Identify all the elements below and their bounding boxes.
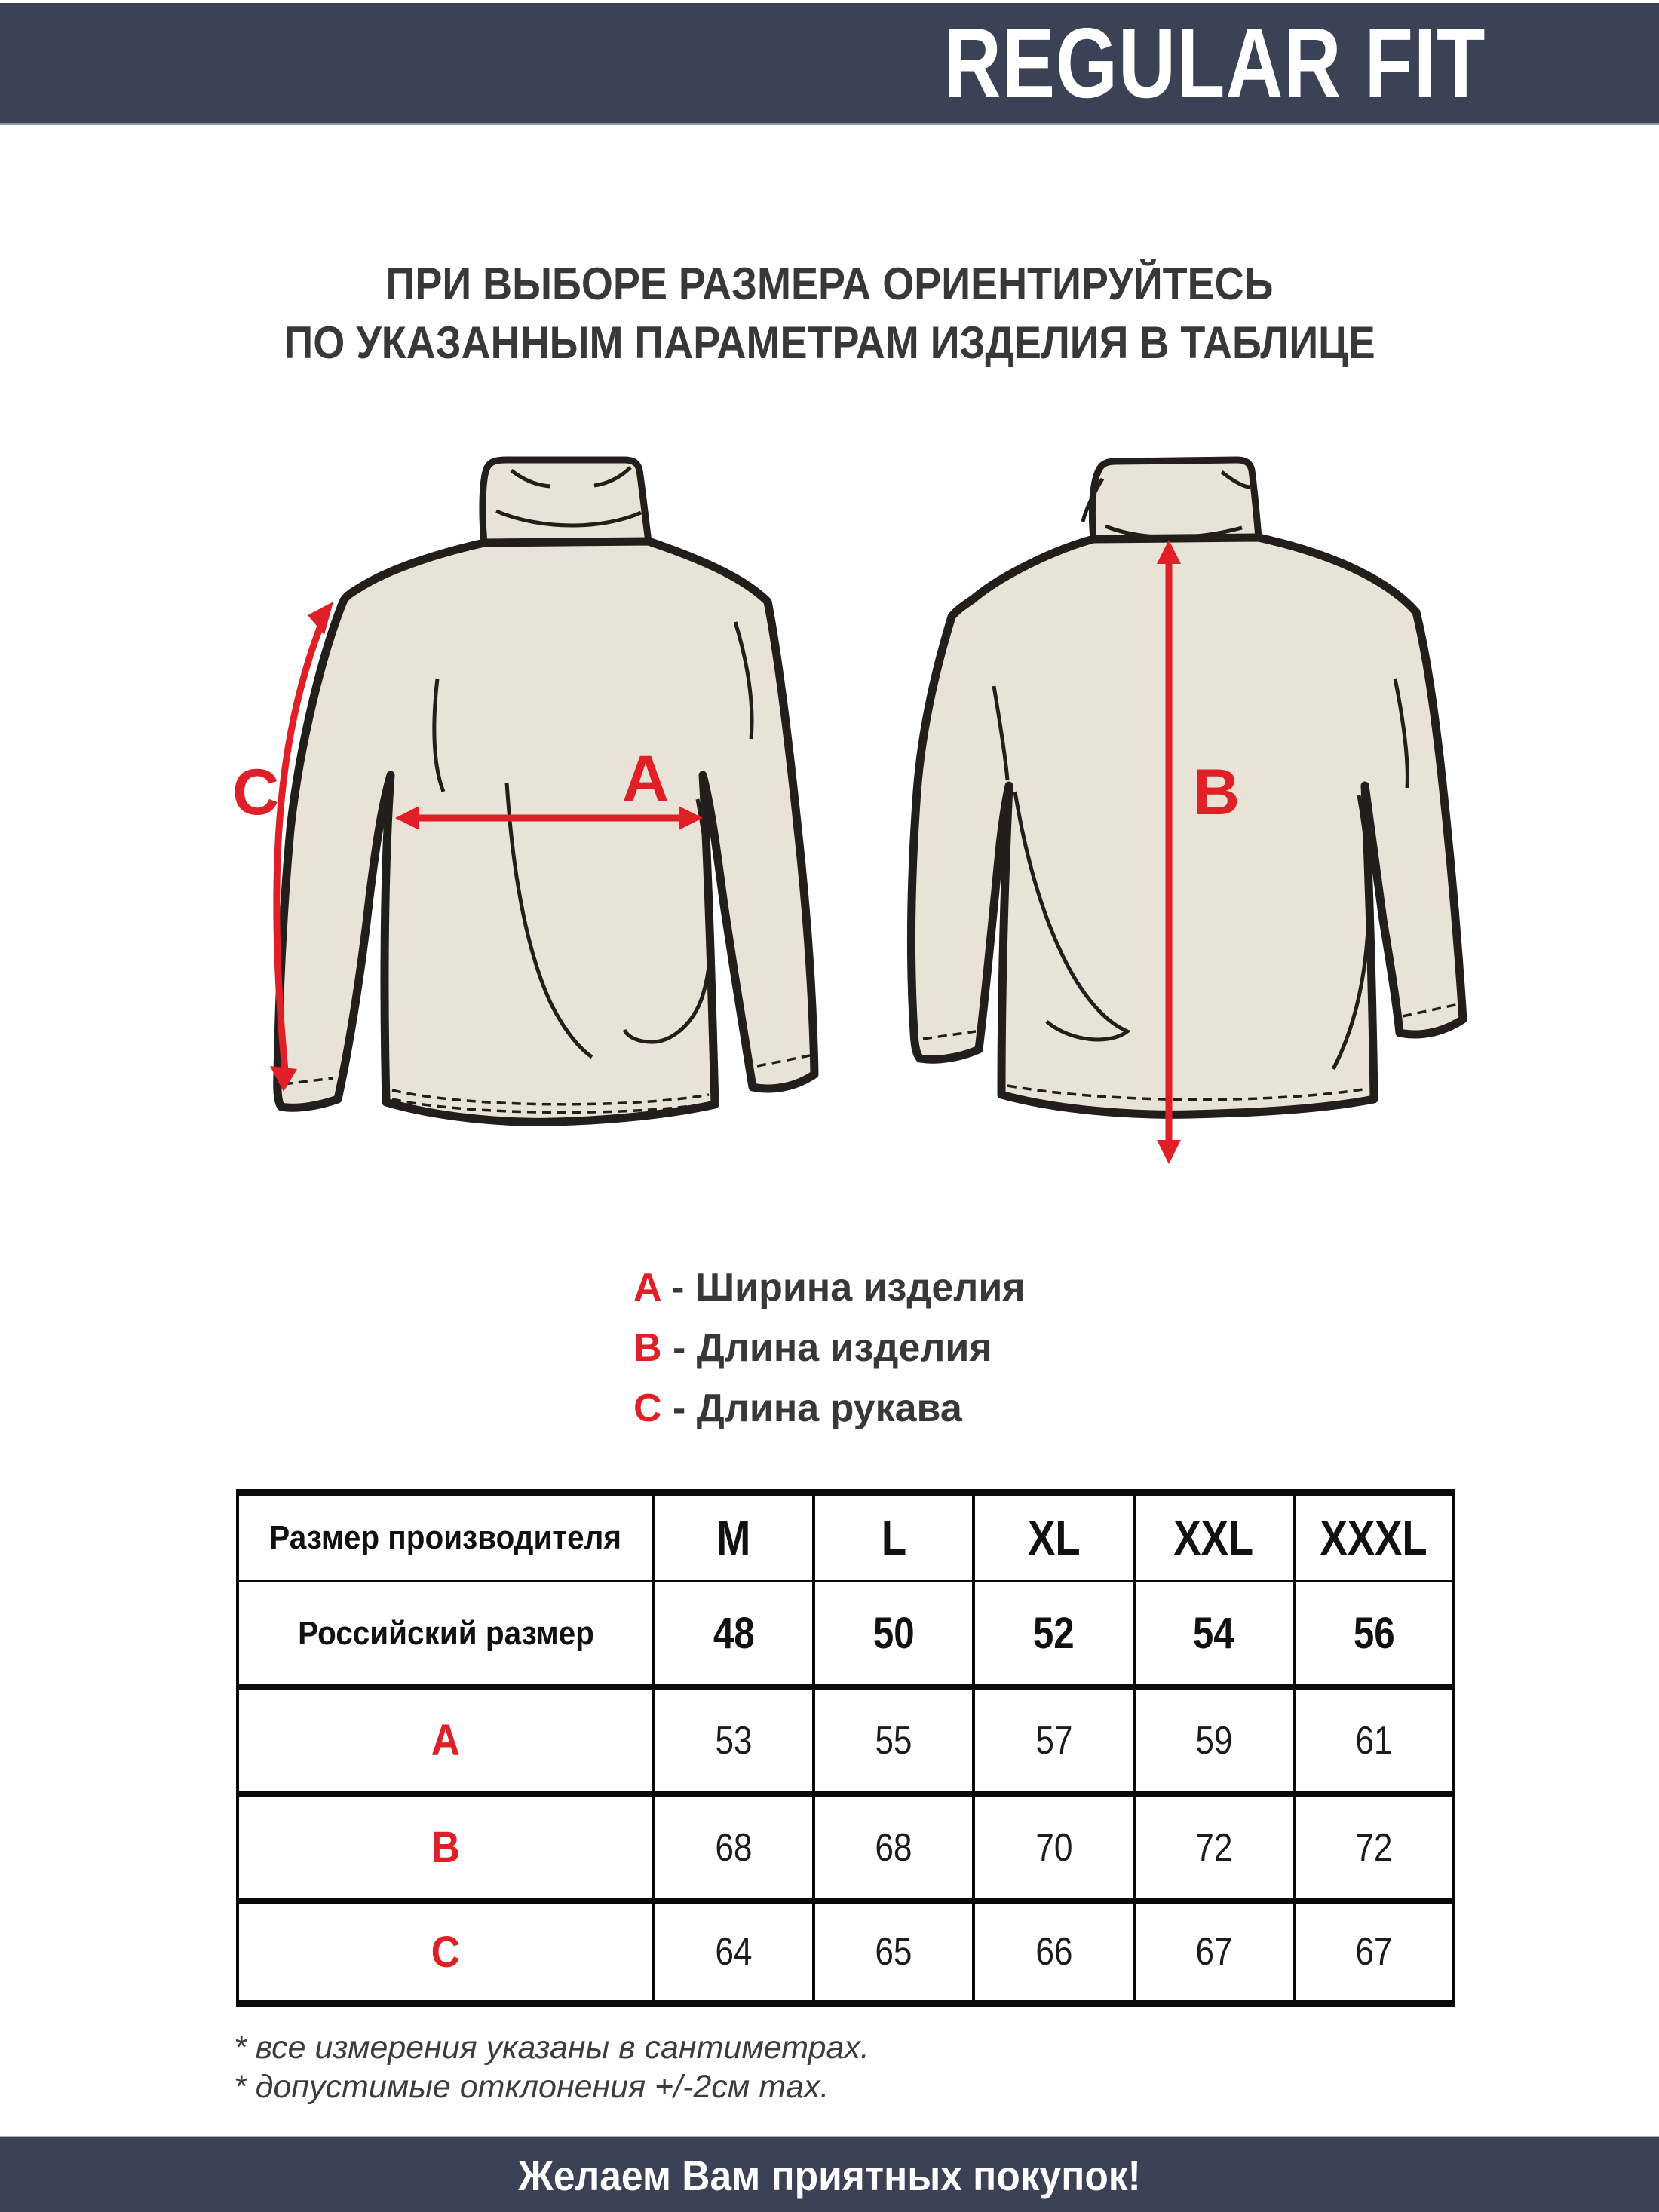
table-cell: 65	[812, 1904, 972, 2000]
garment-back-illustration	[867, 437, 1546, 1191]
legend-item-a	[633, 1258, 1026, 1318]
legend-key-c: C	[633, 1386, 662, 1430]
table-cell: 64	[652, 1904, 812, 2000]
row-label-a: A	[431, 1716, 461, 1765]
front-body-outline	[278, 541, 814, 1122]
size-col-xxxl: XXXL	[1293, 1496, 1452, 1580]
size-col-m: M	[652, 1496, 812, 1580]
russian-size-label: Российский размер	[297, 1614, 594, 1652]
table-cell: 61	[1293, 1690, 1452, 1791]
table-row-c	[239, 1904, 1452, 2000]
legend-item-c	[633, 1378, 1026, 1438]
table-cell: 72	[1293, 1797, 1452, 1898]
table-cell: 57	[972, 1690, 1132, 1791]
back-body-outline	[912, 538, 1463, 1114]
table-cell: 66	[972, 1904, 1132, 2000]
sleeve-arrow-label: C	[232, 756, 280, 829]
table-cell: 54	[1133, 1582, 1293, 1684]
table-cell: 59	[1133, 1690, 1293, 1791]
table-row-russian-size	[239, 1582, 1452, 1690]
legend-text-b: - Длина изделия	[673, 1326, 992, 1370]
table-cell: 68	[652, 1797, 812, 1898]
header-bar	[0, 3, 1659, 125]
table-cell: 48	[652, 1582, 812, 1684]
intro-line-2: ПО УКАЗАННЫМ ПАРАМЕТРАМ ИЗДЕЛИЯ В ТАБЛИЦЕ	[284, 317, 1375, 368]
length-arrow-label: B	[1193, 756, 1240, 829]
size-table	[236, 1489, 1455, 2007]
row-label-c: C	[431, 1927, 461, 1977]
size-col-l: L	[812, 1496, 972, 1580]
table-cell: 72	[1133, 1797, 1293, 1898]
table-cell: 67	[1133, 1904, 1293, 2000]
row-label-b: B	[431, 1823, 461, 1872]
table-cell: 55	[812, 1690, 972, 1791]
footnote-tolerance: * допустимые отклонения +/-2см max.	[234, 2069, 830, 2105]
size-col-xl: XL	[972, 1496, 1132, 1580]
table-cell: 67	[1293, 1904, 1452, 2000]
legend-key-b: B	[633, 1326, 662, 1370]
intro-heading	[0, 255, 1659, 372]
size-col-xxl: XXL	[1133, 1496, 1293, 1580]
table-row-manufacturer-size	[239, 1496, 1452, 1582]
table-row-a	[239, 1690, 1452, 1797]
footer-bar	[0, 2136, 1659, 2212]
fit-type-title: REGULAR FIT	[943, 8, 1486, 118]
table-cell: 50	[812, 1582, 972, 1684]
back-collar-outline	[1092, 460, 1259, 539]
table-cell: 70	[972, 1797, 1132, 1898]
table-header-label: Размер производителя	[269, 1519, 622, 1556]
legend-item-b	[633, 1318, 1026, 1378]
footer-message: Желаем Вам приятных покупок!	[518, 2152, 1141, 2199]
table-cell: 56	[1293, 1582, 1452, 1684]
table-cell: 52	[972, 1582, 1132, 1684]
table-row-b	[239, 1797, 1452, 1904]
table-cell: 68	[812, 1797, 972, 1898]
footnote-units: * все измерения указаны в сантиметрах.	[234, 2030, 869, 2066]
legend-text-a: - Ширина изделия	[671, 1266, 1026, 1310]
measurement-legend	[633, 1258, 1026, 1438]
width-arrow-label: A	[622, 743, 670, 815]
garment-front-illustration	[211, 437, 890, 1191]
legend-key-a: A	[633, 1266, 661, 1310]
table-cell: 53	[652, 1690, 812, 1791]
intro-line-1: ПРИ ВЫБОРЕ РАЗМЕРА ОРИЕНТИРУЙТЕСЬ	[385, 259, 1274, 309]
footnotes	[234, 2028, 869, 2106]
legend-text-c: - Длина рукава	[673, 1386, 962, 1430]
